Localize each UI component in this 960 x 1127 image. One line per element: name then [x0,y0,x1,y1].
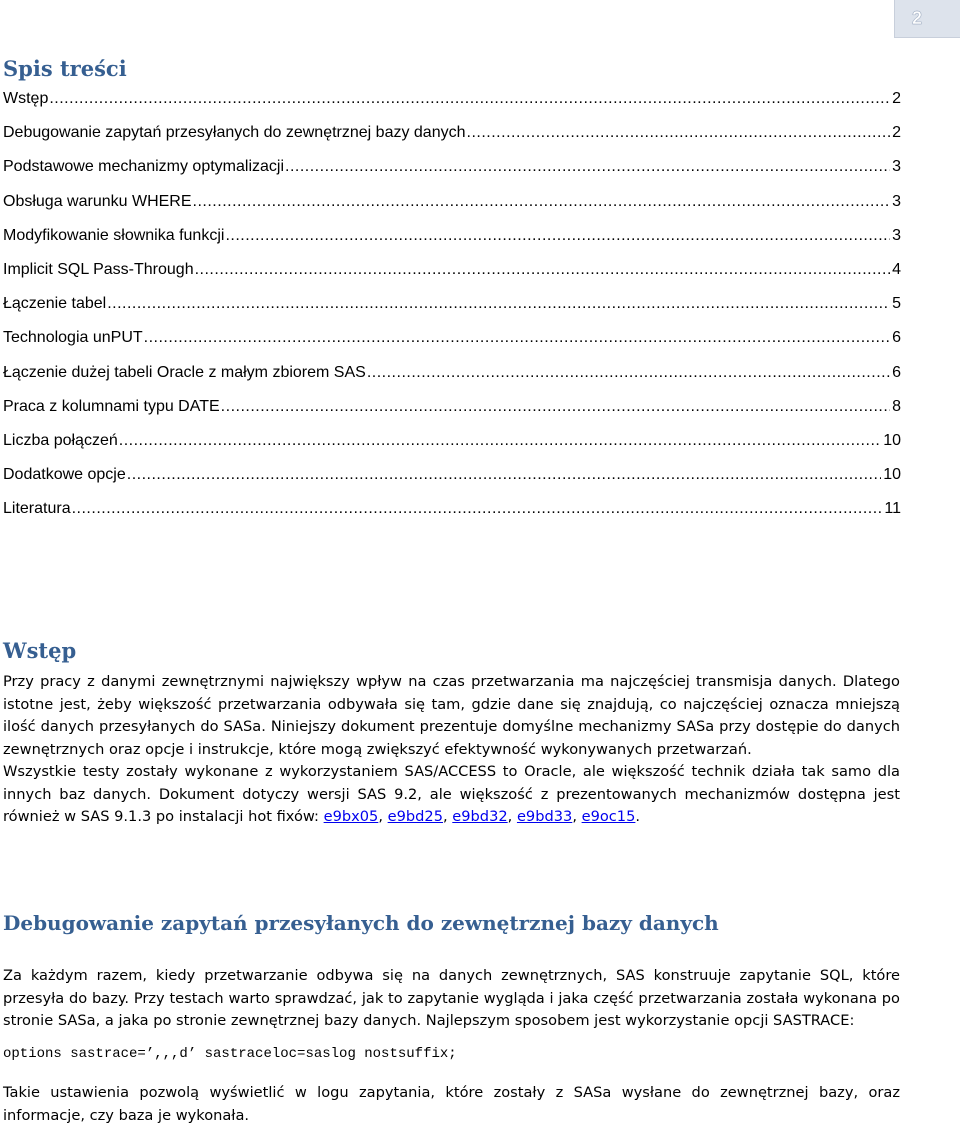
hotfix-link-e9oc15[interactable]: e9oc15 [581,808,636,825]
intro-paragraph [3,671,900,829]
toc-entry-label: Praca z kolumnami typu DATE [3,397,220,415]
hotfix-sep: , [443,808,453,825]
hotfix-link-e9bx05[interactable]: e9bx05 [323,808,379,825]
toc-dot-leader [107,295,890,313]
toc-entry[interactable] [3,90,901,124]
toc-dot-leader [221,398,890,416]
toc-entry-page: 2 [892,90,901,107]
hotfix-sep: , [507,808,517,825]
toc-entry[interactable] [3,398,901,432]
sastrace-code: options sastrace=’,,,d’ sastraceloc=saslog nostsuffix; [3,1046,457,1062]
debug-paragraph-1: Za każdym razem, kiedy przetwarzanie odbywa się na danych zewnętrznych, SAS konstruuje zapytanie SQL, które przesyła do bazy. Przy testach warto sprawdzać, jak to zapytanie wygląda i jaka część przetwarzania została wykonana po stronie SASa, a jaka po stronie zewnętrznej bazy danych. Najlepszym sposobem jest wykorzystanie opcji SASTRACE: [3,967,900,1029]
intro-text-2: Wszystkie testy zostały wykonane z wykorzystaniem SAS/ACCESS to Oracle, ale większość technik działa tak samo dla innych baz danych. Dokument dotyczy wersji SAS 9.2, ale większość z prezentowanych mechanizmów dostępna jest również w SAS 9.1.3 po instalacji hot fixów: [3,763,900,825]
page-number-badge [894,0,960,38]
toc-entry-label: Modyfikowanie słownika funkcji [3,226,225,244]
toc-entry-page: 4 [892,260,901,278]
toc-dot-leader [144,329,890,347]
toc-entry-page: 3 [892,226,901,244]
toc-dot-leader [225,227,890,245]
toc-entry-page: 11 [884,500,901,518]
toc-entry[interactable] [3,432,901,466]
toc-entry[interactable] [3,261,901,295]
toc-dot-leader [49,90,890,108]
page-number: 2 [912,8,923,28]
toc-entry[interactable] [3,227,901,261]
toc-entry-page: 3 [892,158,901,176]
toc-entry-page: 3 [892,192,901,210]
toc-entry[interactable] [3,193,901,227]
toc-entry-label: Literatura [3,500,71,518]
hotfix-sep: , [572,808,582,825]
section-title-debugging: Debugowanie zapytań przesyłanych do zewnętrznej bazy danych [3,911,719,935]
toc-entry-label: Podstawowe mechanizmy optymalizacji [3,158,284,176]
toc-title: Spis treści [3,56,127,81]
intro-text-1: Przy pracy z danymi zewnętrznymi największy wpływ na czas przetwarzania ma najczęściej transmisja danych. Dlatego istotne jest, żeby większość przetwarzania odbywała się tam, gdzie dane się znajdują, co najczęściej oznacza mniejszą ilość danych przesyłanych do SASa. Niniejszy dokument prezentuje domyślne mechanizmy SASa przy dostępie do danych zewnętrznych oraz opcje i instrukcje, które mogą zwiększyć efektywność wykonywanych przetwarzań. [3,673,900,758]
toc-dot-leader [127,466,881,484]
toc-entry[interactable] [3,124,901,158]
toc-entry[interactable] [3,466,901,500]
table-of-contents [3,90,901,534]
toc-entry[interactable] [3,500,901,534]
toc-entry-page: 10 [883,431,901,449]
intro-end: . [635,808,641,825]
toc-entry-page: 10 [883,466,901,484]
toc-entry-page: 6 [892,329,901,347]
toc-entry-label: Dodatkowe opcje [3,466,126,484]
hotfix-link-e9bd25[interactable]: e9bd25 [387,808,443,825]
hotfix-link-e9bd33[interactable]: e9bd33 [516,808,573,825]
hotfix-sep: , [378,808,388,825]
toc-entry[interactable] [3,158,901,192]
toc-dot-leader [72,500,883,518]
toc-dot-leader [119,432,881,450]
debug-paragraph-2: Takie ustawienia pozwolą wyświetlić w logu zapytania, które zostały z SASa wysłane do zewnętrznej bazy, oraz informacje, czy baza je wykonała. [3,1084,900,1124]
toc-dot-leader [193,193,891,211]
toc-entry[interactable] [3,295,901,329]
toc-entry-label: Implicit SQL Pass-Through [3,260,194,278]
toc-entry-label: Obsługa warunku WHERE [3,192,192,210]
toc-entry-label: Debugowanie zapytań przesyłanych do zewnętrznej bazy danych [3,124,466,142]
toc-entry-label: Liczba połączeń [3,431,118,449]
section-title-intro: Wstęp [3,638,77,663]
toc-entry-page: 2 [892,124,901,142]
toc-entry-page: 8 [892,397,901,415]
toc-dot-leader [367,364,890,382]
toc-entry-page: 6 [892,363,901,381]
toc-entry-label: Wstęp [3,90,49,107]
toc-dot-leader [195,261,891,279]
toc-entry-page: 5 [892,295,901,313]
toc-entry-label: Technologia unPUT [3,329,143,347]
toc-dot-leader [467,124,891,142]
toc-entry[interactable] [3,364,901,398]
hotfix-link-e9bd32[interactable]: e9bd32 [452,808,508,825]
toc-entry-label: Łączenie tabel [3,295,107,313]
toc-dot-leader [285,158,890,176]
toc-entry[interactable] [3,329,901,363]
toc-entry-label: Łączenie dużej tabeli Oracle z małym zbiorem SAS [3,363,366,381]
